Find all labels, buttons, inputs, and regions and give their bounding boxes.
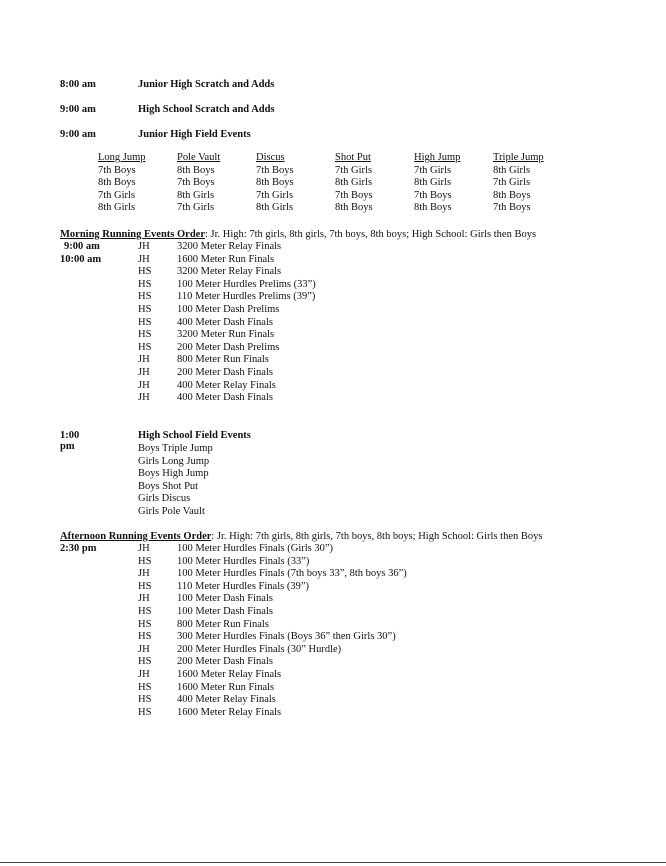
afternoon-order-line	[60, 530, 542, 544]
field-column-high-jump	[414, 152, 494, 215]
field-column-shot-put	[335, 152, 415, 215]
event-name: 400 Meter Dash Finals	[177, 392, 273, 404]
page-bottom-rule	[0, 862, 666, 863]
schedule-text: Junior High Field Events	[138, 129, 251, 140]
event-level: HS	[138, 291, 152, 303]
field-cell: 7th Girls	[493, 177, 531, 189]
morning-order-title: Morning Running Events Order	[60, 229, 205, 240]
morning-order-text: : Jr. High: 7th girls, 8th girls, 7th boys, 8th boys; High School: Girls then Boys	[204, 229, 537, 240]
event-name: 3200 Meter Relay Finals	[177, 241, 282, 252]
field-column-header: Discus	[256, 152, 285, 163]
field-column-triple-jump	[493, 152, 573, 215]
field-column-long-jump	[98, 152, 178, 215]
event-name: 100 Meter Hurdles Finals (Girls 30”)	[177, 543, 334, 554]
event-level: JH	[138, 366, 150, 378]
field-cell: 8th Girls	[98, 202, 136, 214]
field-cell: 8th Boys	[256, 177, 294, 189]
event-name: 300 Meter Hurdles Finals (Boys 36” then Girls 30”)	[177, 631, 396, 643]
event-level: HS	[138, 605, 152, 617]
event-name: 200 Meter Hurdles Finals (30” Hurdle)	[177, 643, 342, 655]
event-level: HS	[138, 329, 152, 341]
hs-field-events-list	[138, 443, 213, 519]
event-level: HS	[138, 580, 152, 592]
event-level: HS	[138, 618, 152, 630]
hs-field-item: Girls Discus	[138, 493, 191, 505]
event-level: HS	[138, 555, 152, 567]
field-cell: 7th Girls	[98, 189, 136, 201]
event-name: 1600 Meter Run Finals	[177, 253, 275, 265]
afternoon-order-title: Afternoon Running Events Order	[60, 531, 212, 542]
hs-field-time: 1:00 pm	[60, 430, 80, 452]
field-cell: 8th Boys	[493, 189, 531, 201]
hs-field-item: Girls Long Jump	[138, 455, 210, 467]
event-level: HS	[138, 316, 152, 328]
event-name: 110 Meter Hurdles Finals (39”)	[177, 580, 309, 592]
field-cell: 8th Girls	[414, 177, 452, 189]
event-level: HS	[138, 694, 152, 706]
field-cell: 7th Boys	[335, 189, 373, 201]
schedule-time: 8:00 am	[60, 79, 96, 90]
event-name: 100 Meter Dash Prelims	[177, 303, 280, 315]
event-name: 100 Meter Dash Finals	[177, 605, 273, 617]
event-level: JH	[138, 354, 150, 366]
schedule-time: 9:00 am	[60, 104, 96, 115]
field-cell: 8th Boys	[414, 202, 452, 214]
morning-order-line	[60, 228, 536, 242]
field-column-header: Shot Put	[335, 152, 371, 163]
hs-field-item: Boys High Jump	[138, 468, 209, 480]
event-level: JH	[138, 643, 150, 655]
event-name: 100 Meter Dash Finals	[177, 593, 273, 605]
event-level: HS	[138, 341, 152, 353]
field-column-header: High Jump	[414, 152, 461, 163]
field-cell: 7th Girls	[256, 189, 294, 201]
hs-field-item: Girls Pole Vault	[138, 505, 205, 517]
event-name: 1600 Meter Run Finals	[177, 681, 275, 693]
field-cell: 7th Boys	[256, 164, 294, 176]
hs-field-item: Boys Shot Put	[138, 480, 199, 492]
event-name: 800 Meter Run Finals	[177, 354, 269, 366]
event-level: HS	[138, 278, 152, 290]
field-column-header: Long Jump	[98, 152, 146, 163]
event-level: JH	[138, 241, 150, 252]
field-column-header: Triple Jump	[493, 152, 544, 163]
event-level: HS	[138, 303, 152, 315]
event-name: 400 Meter Dash Finals	[177, 316, 273, 328]
event-name: 100 Meter Hurdles Finals (7th boys 33”, 8th boys 36”)	[177, 568, 407, 580]
field-cell: 7th Boys	[177, 177, 215, 189]
event-name: 200 Meter Dash Prelims	[177, 341, 280, 353]
event-time: 10:00 am	[60, 253, 102, 265]
afternoon-order-text: : Jr. High: 7th girls, 8th girls, 7th boys, 8th boys; High School: Girls then Boys	[211, 531, 543, 542]
event-time: 2:30 pm	[60, 543, 97, 554]
event-level: JH	[138, 392, 150, 404]
hs-field-item: Boys Triple Jump	[138, 443, 213, 454]
event-name: 400 Meter Relay Finals	[177, 694, 276, 706]
event-level: HS	[138, 656, 152, 668]
event-name: 400 Meter Relay Finals	[177, 379, 276, 391]
event-name: 1600 Meter Relay Finals	[177, 668, 282, 680]
event-level: JH	[138, 543, 150, 554]
schedule-text: Junior High Scratch and Adds	[138, 79, 275, 90]
event-name: 3200 Meter Relay Finals	[177, 266, 282, 278]
field-cell: 8th Girls	[256, 202, 294, 214]
event-name: 200 Meter Dash Finals	[177, 366, 273, 378]
field-cell: 8th Boys	[177, 164, 215, 176]
event-level: JH	[138, 668, 150, 680]
schedule-text: High School Scratch and Adds	[138, 104, 275, 115]
event-level: JH	[138, 568, 150, 580]
field-cell: 7th Girls	[414, 164, 452, 176]
event-level: HS	[138, 706, 152, 718]
event-name: 100 Meter Hurdles Finals (33”)	[177, 555, 310, 567]
field-cell: 7th Girls	[177, 202, 215, 214]
field-cell: 8th Boys	[335, 202, 373, 214]
event-name: 3200 Meter Run Finals	[177, 329, 275, 341]
field-cell: 7th Boys	[493, 202, 531, 214]
schedule-time: 9:00 am	[60, 129, 96, 140]
event-time: 9:00 am	[64, 241, 100, 252]
event-name: 110 Meter Hurdles Prelims (39”)	[177, 291, 316, 303]
field-cell: 8th Girls	[493, 164, 531, 176]
field-column-discus	[256, 152, 336, 215]
event-level: JH	[138, 379, 150, 391]
event-name: 200 Meter Dash Finals	[177, 656, 273, 668]
event-level: JH	[138, 253, 150, 265]
event-level: JH	[138, 593, 150, 605]
field-cell: 7th Boys	[98, 164, 136, 176]
event-level: HS	[138, 266, 152, 278]
field-cell: 8th Girls	[335, 177, 373, 189]
event-name: 800 Meter Run Finals	[177, 618, 269, 630]
event-name: 100 Meter Hurdles Prelims (33”)	[177, 278, 316, 290]
hs-field-title: High School Field Events	[138, 430, 251, 441]
event-name: 1600 Meter Relay Finals	[177, 706, 282, 718]
field-column-pole-vault	[177, 152, 257, 215]
field-column-header: Pole Vault	[177, 152, 221, 163]
field-cell: 7th Girls	[335, 164, 373, 176]
field-cell: 8th Girls	[177, 189, 215, 201]
field-cell: 7th Boys	[414, 189, 452, 201]
field-cell: 8th Boys	[98, 177, 136, 189]
event-level: HS	[138, 631, 152, 643]
event-level: HS	[138, 681, 152, 693]
